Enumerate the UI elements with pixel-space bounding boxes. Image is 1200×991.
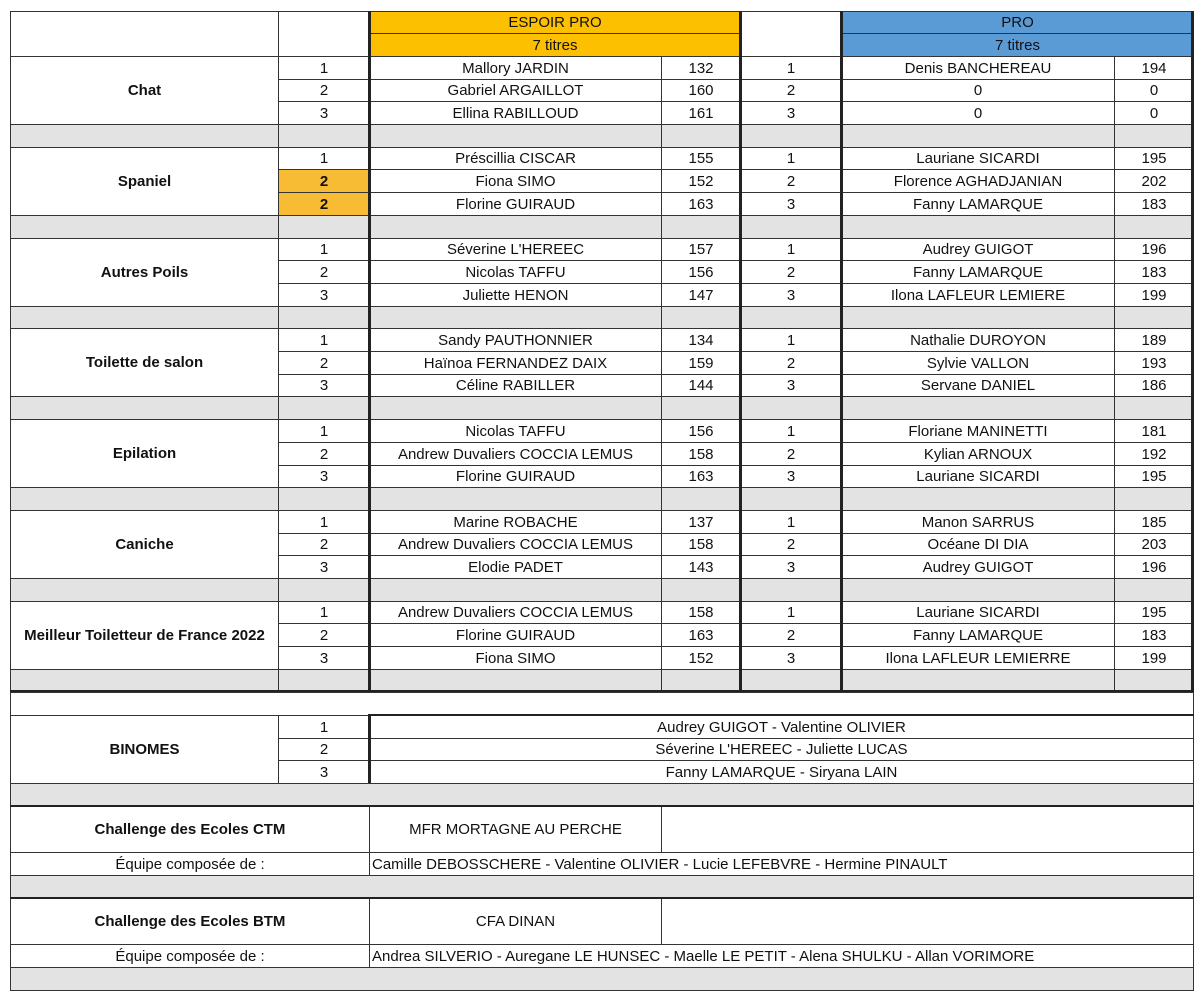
espoir-name: Haïnoa FERNANDEZ DAIX — [369, 351, 662, 375]
pro-name: Fanny LAMARQUE — [841, 260, 1115, 284]
separator-cell — [10, 578, 279, 602]
header-blank-cell — [10, 11, 279, 57]
btm-top-border — [10, 897, 1194, 899]
pro-name: Florence AGHADJANIAN — [841, 169, 1115, 193]
pro-rank: 3 — [740, 374, 842, 397]
separator-cell — [1114, 487, 1194, 511]
category-name: Autres Poils — [10, 238, 279, 307]
separator-cell — [369, 306, 662, 329]
pro-rank: 3 — [740, 192, 842, 216]
pro-subtitle: 7 titres — [841, 33, 1194, 57]
pro-score: 195 — [1114, 465, 1194, 488]
espoir-pro-subtitle: 7 titres — [369, 33, 741, 57]
pro-name: Denis BANCHEREAU — [841, 56, 1115, 80]
espoir-left-border — [368, 11, 371, 692]
pro-left-border — [840, 11, 843, 692]
separator-cell — [369, 578, 662, 602]
espoir-score: 163 — [661, 192, 741, 216]
pro-rank: 1 — [740, 328, 842, 352]
challenge-blank-cell — [661, 806, 1194, 853]
binomes-label: BINOMES — [10, 715, 279, 784]
espoir-name: Fiona SIMO — [369, 646, 662, 670]
pro-name: Sylvie VALLON — [841, 351, 1115, 375]
espoir-score: 144 — [661, 374, 741, 397]
espoir-name: Nicolas TAFFU — [369, 419, 662, 443]
pro-rank: 3 — [740, 465, 842, 488]
espoir-rank: 3 — [278, 283, 370, 307]
binome-rank: 3 — [278, 760, 370, 784]
separator-cell — [1114, 396, 1194, 420]
espoir-name: Sandy PAUTHONNIER — [369, 328, 662, 352]
espoir-rank: 1 — [278, 238, 370, 261]
pro-name: Ilona LAFLEUR LEMIERRE — [841, 646, 1115, 670]
pro-rank: 3 — [740, 101, 842, 125]
header-blank-cell — [740, 11, 842, 57]
pro-score: 192 — [1114, 442, 1194, 466]
espoir-name: Marine ROBACHE — [369, 510, 662, 534]
pro-score: 189 — [1114, 328, 1194, 352]
separator-cell — [1114, 306, 1194, 329]
separator-cell — [661, 487, 741, 511]
challenge-label: Challenge des Ecoles CTM — [10, 806, 370, 853]
espoir-name: Andrew Duvaliers COCCIA LEMUS — [369, 533, 662, 556]
separator-cell — [740, 306, 842, 329]
espoir-rank: 2 — [278, 260, 370, 284]
header-blank-cell — [278, 11, 370, 57]
binome-rank: 1 — [278, 715, 370, 739]
espoir-score: 132 — [661, 56, 741, 80]
espoir-rank: 3 — [278, 374, 370, 397]
espoir-rank: 1 — [278, 56, 370, 80]
espoir-score: 143 — [661, 555, 741, 579]
pro-rank: 1 — [740, 238, 842, 261]
espoir-score: 152 — [661, 646, 741, 670]
pro-rank: 1 — [740, 510, 842, 534]
challenge-school: CFA DINAN — [369, 898, 662, 945]
challenge-label: Challenge des Ecoles BTM — [10, 898, 370, 945]
separator-cell — [740, 124, 842, 148]
separator-cell — [369, 396, 662, 420]
blank-row — [10, 692, 1194, 716]
category-name: Epilation — [10, 419, 279, 488]
espoir-name: Andrew Duvaliers COCCIA LEMUS — [369, 442, 662, 466]
separator-cell — [841, 578, 1115, 602]
espoir-name: Fiona SIMO — [369, 169, 662, 193]
pro-score: 0 — [1114, 101, 1194, 125]
separator-cell — [841, 306, 1115, 329]
team-label: Équipe composée de : — [10, 852, 370, 876]
team-members: Camille DEBOSSCHERE - Valentine OLIVIER - Lucie LEFEBVRE - Hermine PINAULT — [369, 852, 1194, 876]
binome-rank: 2 — [278, 738, 370, 761]
pro-name: Kylian ARNOUX — [841, 442, 1115, 466]
binome-pair: Fanny LAMARQUE - Siryana LAIN — [369, 760, 1194, 784]
espoir-score: 137 — [661, 510, 741, 534]
pro-rank: 2 — [740, 623, 842, 647]
pro-score: 199 — [1114, 283, 1194, 307]
pro-name: Servane DANIEL — [841, 374, 1115, 397]
separator-cell — [10, 124, 279, 148]
binome-pair: Séverine L'HEREEC - Juliette LUCAS — [369, 738, 1194, 761]
separator-cell — [278, 487, 370, 511]
pro-name: Lauriane SICARDI — [841, 601, 1115, 624]
pro-rank: 2 — [740, 533, 842, 556]
pro-name: Nathalie DUROYON — [841, 328, 1115, 352]
espoir-name: Nicolas TAFFU — [369, 260, 662, 284]
espoir-rank: 2 — [278, 623, 370, 647]
separator-cell — [10, 783, 1194, 807]
espoir-rank: 2 — [278, 442, 370, 466]
category-name: Caniche — [10, 510, 279, 579]
espoir-score: 163 — [661, 465, 741, 488]
separator-cell — [278, 215, 370, 239]
espoir-name: Florine GUIRAUD — [369, 623, 662, 647]
pro-score: 181 — [1114, 419, 1194, 443]
team-members: Andrea SILVERIO - Auregane LE HUNSEC - Maelle LE PETIT - Alena SHULKU - Allan VORIMORE — [369, 944, 1194, 968]
separator-cell — [1114, 578, 1194, 602]
separator-cell — [740, 396, 842, 420]
separator-cell — [661, 215, 741, 239]
separator-cell — [740, 578, 842, 602]
pro-score: 194 — [1114, 56, 1194, 80]
challenge-blank-cell — [661, 898, 1194, 945]
pro-right-border — [1191, 11, 1194, 692]
pro-name: Audrey GUIGOT — [841, 555, 1115, 579]
espoir-rank: 3 — [278, 101, 370, 125]
separator-cell — [661, 306, 741, 329]
challenge-school: MFR MORTAGNE AU PERCHE — [369, 806, 662, 853]
pro-rank: 2 — [740, 260, 842, 284]
pro-score: 193 — [1114, 351, 1194, 375]
espoir-score: 158 — [661, 533, 741, 556]
espoir-rank: 2 — [278, 79, 370, 102]
espoir-name: Gabriel ARGAILLOT — [369, 79, 662, 102]
espoir-rank: 1 — [278, 601, 370, 624]
espoir-name: Préscillia CISCAR — [369, 147, 662, 170]
pro-name: Océane DI DIA — [841, 533, 1115, 556]
pro-name: Audrey GUIGOT — [841, 238, 1115, 261]
espoir-score: 160 — [661, 79, 741, 102]
espoir-rank: 2 — [278, 533, 370, 556]
separator-cell — [841, 124, 1115, 148]
pro-name: Fanny LAMARQUE — [841, 192, 1115, 216]
separator-cell — [278, 396, 370, 420]
pro-score: 185 — [1114, 510, 1194, 534]
separator-cell — [10, 487, 279, 511]
pro-score: 183 — [1114, 192, 1194, 216]
pro-rank: 1 — [740, 147, 842, 170]
espoir-name: Andrew Duvaliers COCCIA LEMUS — [369, 601, 662, 624]
espoir-score: 147 — [661, 283, 741, 307]
espoir-rank: 3 — [278, 555, 370, 579]
separator-cell — [278, 124, 370, 148]
binomes-top-border — [369, 714, 1194, 716]
separator-cell — [1114, 215, 1194, 239]
pro-title: PRO — [841, 11, 1194, 34]
espoir-score: 156 — [661, 419, 741, 443]
pro-name: Lauriane SICARDI — [841, 147, 1115, 170]
espoir-name: Juliette HENON — [369, 283, 662, 307]
espoir-score: 157 — [661, 238, 741, 261]
separator-cell — [841, 487, 1115, 511]
category-name: Meilleur Toiletteur de France 2022 — [10, 601, 279, 670]
espoir-rank: 1 — [278, 328, 370, 352]
pro-score: 195 — [1114, 601, 1194, 624]
pro-rank: 2 — [740, 442, 842, 466]
separator-cell — [278, 306, 370, 329]
separator-cell — [740, 487, 842, 511]
espoir-name: Elodie PADET — [369, 555, 662, 579]
espoir-score: 161 — [661, 101, 741, 125]
pro-name: Floriane MANINETTI — [841, 419, 1115, 443]
espoir-score: 152 — [661, 169, 741, 193]
espoir-score: 134 — [661, 328, 741, 352]
separator-cell — [10, 967, 1194, 991]
pro-score: 196 — [1114, 238, 1194, 261]
pro-score: 199 — [1114, 646, 1194, 670]
separator-cell — [278, 578, 370, 602]
pro-name: Ilona LAFLEUR LEMIERE — [841, 283, 1115, 307]
espoir-name: Ellina RABILLOUD — [369, 101, 662, 125]
espoir-name: Céline RABILLER — [369, 374, 662, 397]
pro-rank: 1 — [740, 56, 842, 80]
pro-score: 0 — [1114, 79, 1194, 102]
pro-rank: 2 — [740, 79, 842, 102]
espoir-rank: 2 — [278, 192, 370, 216]
pro-score: 183 — [1114, 623, 1194, 647]
espoir-name: Séverine L'HEREEC — [369, 238, 662, 261]
espoir-score: 158 — [661, 601, 741, 624]
separator-cell — [841, 215, 1115, 239]
category-name: Chat — [10, 56, 279, 125]
espoir-rank: 2 — [278, 351, 370, 375]
pro-name: 0 — [841, 79, 1115, 102]
pro-rank: 1 — [740, 601, 842, 624]
separator-cell — [10, 875, 1194, 899]
espoir-score: 158 — [661, 442, 741, 466]
separator-cell — [369, 124, 662, 148]
espoir-name: Florine GUIRAUD — [369, 465, 662, 488]
pro-rank: 2 — [740, 169, 842, 193]
separator-cell — [10, 215, 279, 239]
espoir-score: 159 — [661, 351, 741, 375]
category-name: Spaniel — [10, 147, 279, 216]
espoir-right-border — [739, 11, 742, 692]
pro-score: 186 — [1114, 374, 1194, 397]
espoir-rank: 2 — [278, 169, 370, 193]
pro-score: 202 — [1114, 169, 1194, 193]
pro-score: 183 — [1114, 260, 1194, 284]
separator-cell — [841, 396, 1115, 420]
pro-rank: 3 — [740, 646, 842, 670]
pro-rank: 2 — [740, 351, 842, 375]
pro-score: 195 — [1114, 147, 1194, 170]
espoir-rank: 1 — [278, 147, 370, 170]
espoir-rank: 3 — [278, 646, 370, 670]
separator-cell — [1114, 124, 1194, 148]
pro-rank: 1 — [740, 419, 842, 443]
pro-name: 0 — [841, 101, 1115, 125]
pro-name: Lauriane SICARDI — [841, 465, 1115, 488]
category-name: Toilette de salon — [10, 328, 279, 397]
espoir-score: 156 — [661, 260, 741, 284]
separator-cell — [661, 124, 741, 148]
espoir-rank: 1 — [278, 419, 370, 443]
pro-rank: 3 — [740, 283, 842, 307]
separator-cell — [661, 578, 741, 602]
espoir-name: Mallory JARDIN — [369, 56, 662, 80]
pro-name: Manon SARRUS — [841, 510, 1115, 534]
espoir-score: 155 — [661, 147, 741, 170]
separator-cell — [10, 306, 279, 329]
espoir-rank: 1 — [278, 510, 370, 534]
espoir-rank: 3 — [278, 465, 370, 488]
separator-cell — [369, 487, 662, 511]
separator-cell — [10, 396, 279, 420]
ctm-top-border — [10, 805, 1194, 807]
separator-cell — [369, 215, 662, 239]
binomes-left-border — [368, 714, 371, 783]
binome-pair: Audrey GUIGOT - Valentine OLIVIER — [369, 715, 1194, 739]
espoir-pro-title: ESPOIR PRO — [369, 11, 741, 34]
separator-cell — [661, 396, 741, 420]
espoir-name: Florine GUIRAUD — [369, 192, 662, 216]
team-label: Équipe composée de : — [10, 944, 370, 968]
separator-cell — [740, 215, 842, 239]
pro-score: 203 — [1114, 533, 1194, 556]
pro-rank: 3 — [740, 555, 842, 579]
espoir-score: 163 — [661, 623, 741, 647]
pro-score: 196 — [1114, 555, 1194, 579]
pro-name: Fanny LAMARQUE — [841, 623, 1115, 647]
